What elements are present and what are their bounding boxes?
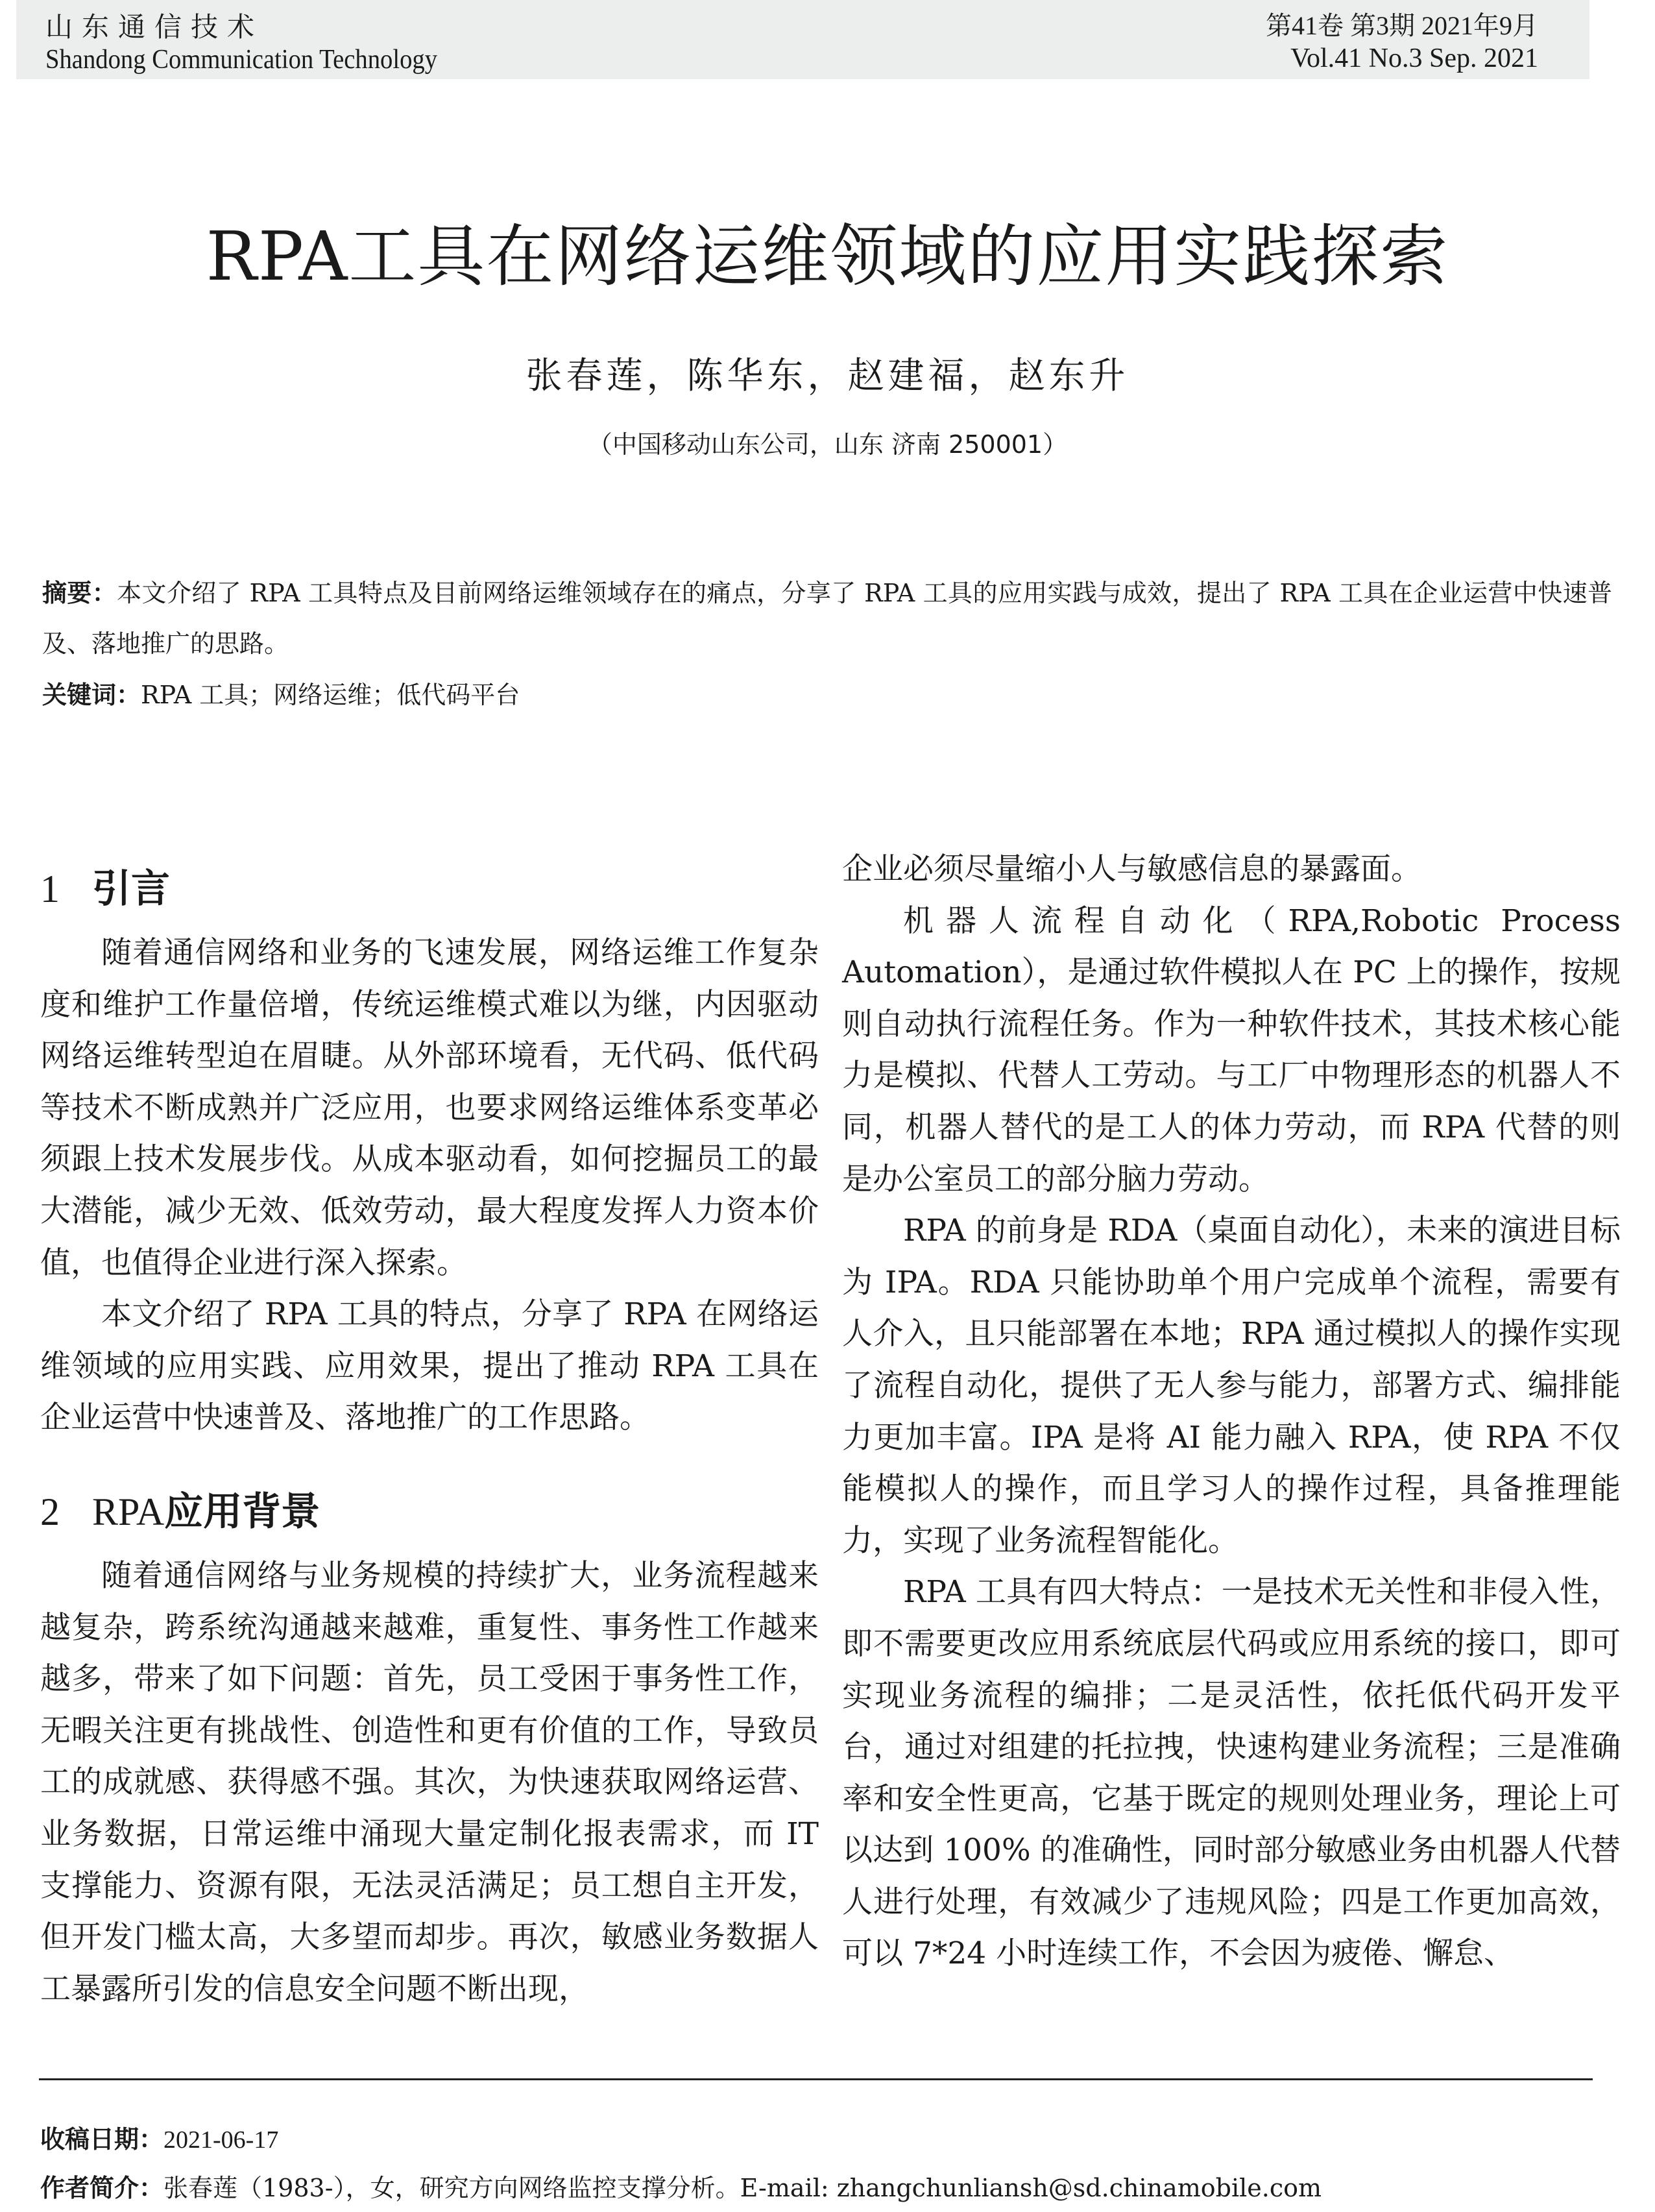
keywords-text: RPA 工具；网络运维；低代码平台 <box>141 681 520 709</box>
issue-info-en: Vol.41 No.3 Sep. 2021 <box>1290 43 1538 73</box>
author-bio-line <box>40 2164 1610 2212</box>
paragraph: 本文介绍了 RPA 工具的特点，分享了 RPA 在网络运维领域的应用实践、应用效果，提出了推动 RPA 工具在企业运营中快速普及、落地推广的工作思路。 <box>40 1296 819 1436</box>
author-bio-label: 作者简介： <box>40 2174 164 2202</box>
article-affiliation: （中国移动山东公司，山东 济南 250001） <box>587 430 1068 459</box>
paragraph-continuation: 企业必须尽量缩小人与敏感信息的暴露面。 <box>842 851 1421 887</box>
author-bio-text: 张春莲（1983-），女，研究方向网络监控支撑分析。E-mail: zhangchunliansh@sd.chinamobile.com <box>163 2174 1322 2202</box>
section-heading-2 <box>40 1483 819 1541</box>
section-title: 引言 <box>92 866 170 912</box>
paragraph: RPA 工具有四大特点：一是技术无关性和非侵入性，即不需要更改应用系统底层代码或应用系统的接口，即可实现业务流程的编排；二是灵活性，依托低代码开发平台，通过对组建的托拉拽，快速构建业务流程；三是准确率和安全性更高，它基于既定的规则处理业务，理论上可以达到 100% 的准确性，同时部分敏感业务由机器人代替人进行处理，有效减少了违规风险；四是工作更加高效，可以 7*24 小时连续工作，不会因为疲倦、懈怠、 <box>842 1574 1621 1972</box>
section-heading-1 <box>40 860 819 918</box>
left-column <box>40 860 819 2015</box>
footnotes <box>40 2115 1610 2212</box>
journal-name-en: Shandong Communication Technology <box>45 45 438 75</box>
paragraph: 机器人流程自动化（RPA,Robotic Process Automation），是通过软件模拟人在 PC 上的操作，按规则自动执行流程任务。作为一种软件技术，其技术核心能力是模拟、代替人工劳动。与工厂中物理形态的机器人不同，机器人替代的是工人的体力劳动，而 RPA 代替的则是办公室员工的部分脑力劳动。 <box>842 903 1621 1197</box>
section-title-prefix: RPA <box>92 1490 165 1533</box>
received-date-label: 收稿日期： <box>40 2125 164 2154</box>
paragraph: 随着通信网络与业务规模的持续扩大，业务流程越来越复杂，跨系统沟通越来越难，重复性、事务性工作越来越多，带来了如下问题：首先，员工受困于事务性工作，无暇关注更有挑战性、创造性和更有价值的工作，导致员工的成就感、获得感不强。其次，为快速获取网络运营、业务数据，日常运维中涌现大量定制化报表需求，而 IT 支撑能力、资源有限，无法灵活满足；员工想自主开发，但开发门槛太高，大多望而却步。再次，敏感业务数据人工暴露所引发的信息安全问题不断出现， <box>40 1557 819 2007</box>
received-date-line <box>40 2115 1610 2164</box>
article-title: RPA工具在网络运维领域的应用实践探索 <box>206 217 1449 296</box>
section-number: 1 <box>40 868 60 910</box>
footer-divider <box>39 2078 1593 2080</box>
abstract <box>42 568 1612 669</box>
received-date-value: 2021-06-17 <box>163 2126 279 2154</box>
paragraph: RPA 的前身是 RDA（桌面自动化），未来的演进目标为 IPA。RDA 只能协助单个用户完成单个流程，需要有人介入，且只能部署在本地；RPA 通过模拟人的操作实现了流程自动化，提供了无人参与能力，部署方式、编排能力更加丰富。IPA 是将 AI 能力融入 RPA，使 RPA 不仅能模拟人的操作，而且学习人的操作过程，具备推理能力，实现了业务流程智能化。 <box>842 1213 1621 1559</box>
journal-name-cn: 山东通信技术 <box>45 11 264 43</box>
issue-info-cn: 第41卷 第3期 2021年9月 <box>1266 11 1538 40</box>
abstract-text: 本文介绍了 RPA 工具特点及目前网络运维领域存在的痛点，分享了 RPA 工具的应用实践与成效，提出了 RPA 工具在企业运营中快速普及、落地推广的思路。 <box>42 579 1612 658</box>
right-column <box>842 844 1621 1980</box>
section-number: 2 <box>40 1490 60 1533</box>
section-title: 应用背景 <box>164 1489 320 1535</box>
paragraph: 随着通信网络和业务的飞速发展，网络运维工作复杂度和维护工作量倍增，传统运维模式难以为继，内因驱动网络运维转型迫在眉睫。从外部环境看，无代码、低代码等技术不断成熟并广泛应用，也要求网络运维体系变革必须跟上技术发展步伐。从成本驱动看，如何挖掘员工的最大潜能，减少无效、低效劳动，最大程度发挥人力资本价值，也值得企业进行深入探索。 <box>40 935 819 1281</box>
keywords-label: 关键词： <box>42 681 141 709</box>
keywords <box>42 670 1612 720</box>
article-authors: 张春莲，陈华东，赵建福，赵东升 <box>525 355 1130 397</box>
abstract-label: 摘要： <box>42 579 117 607</box>
